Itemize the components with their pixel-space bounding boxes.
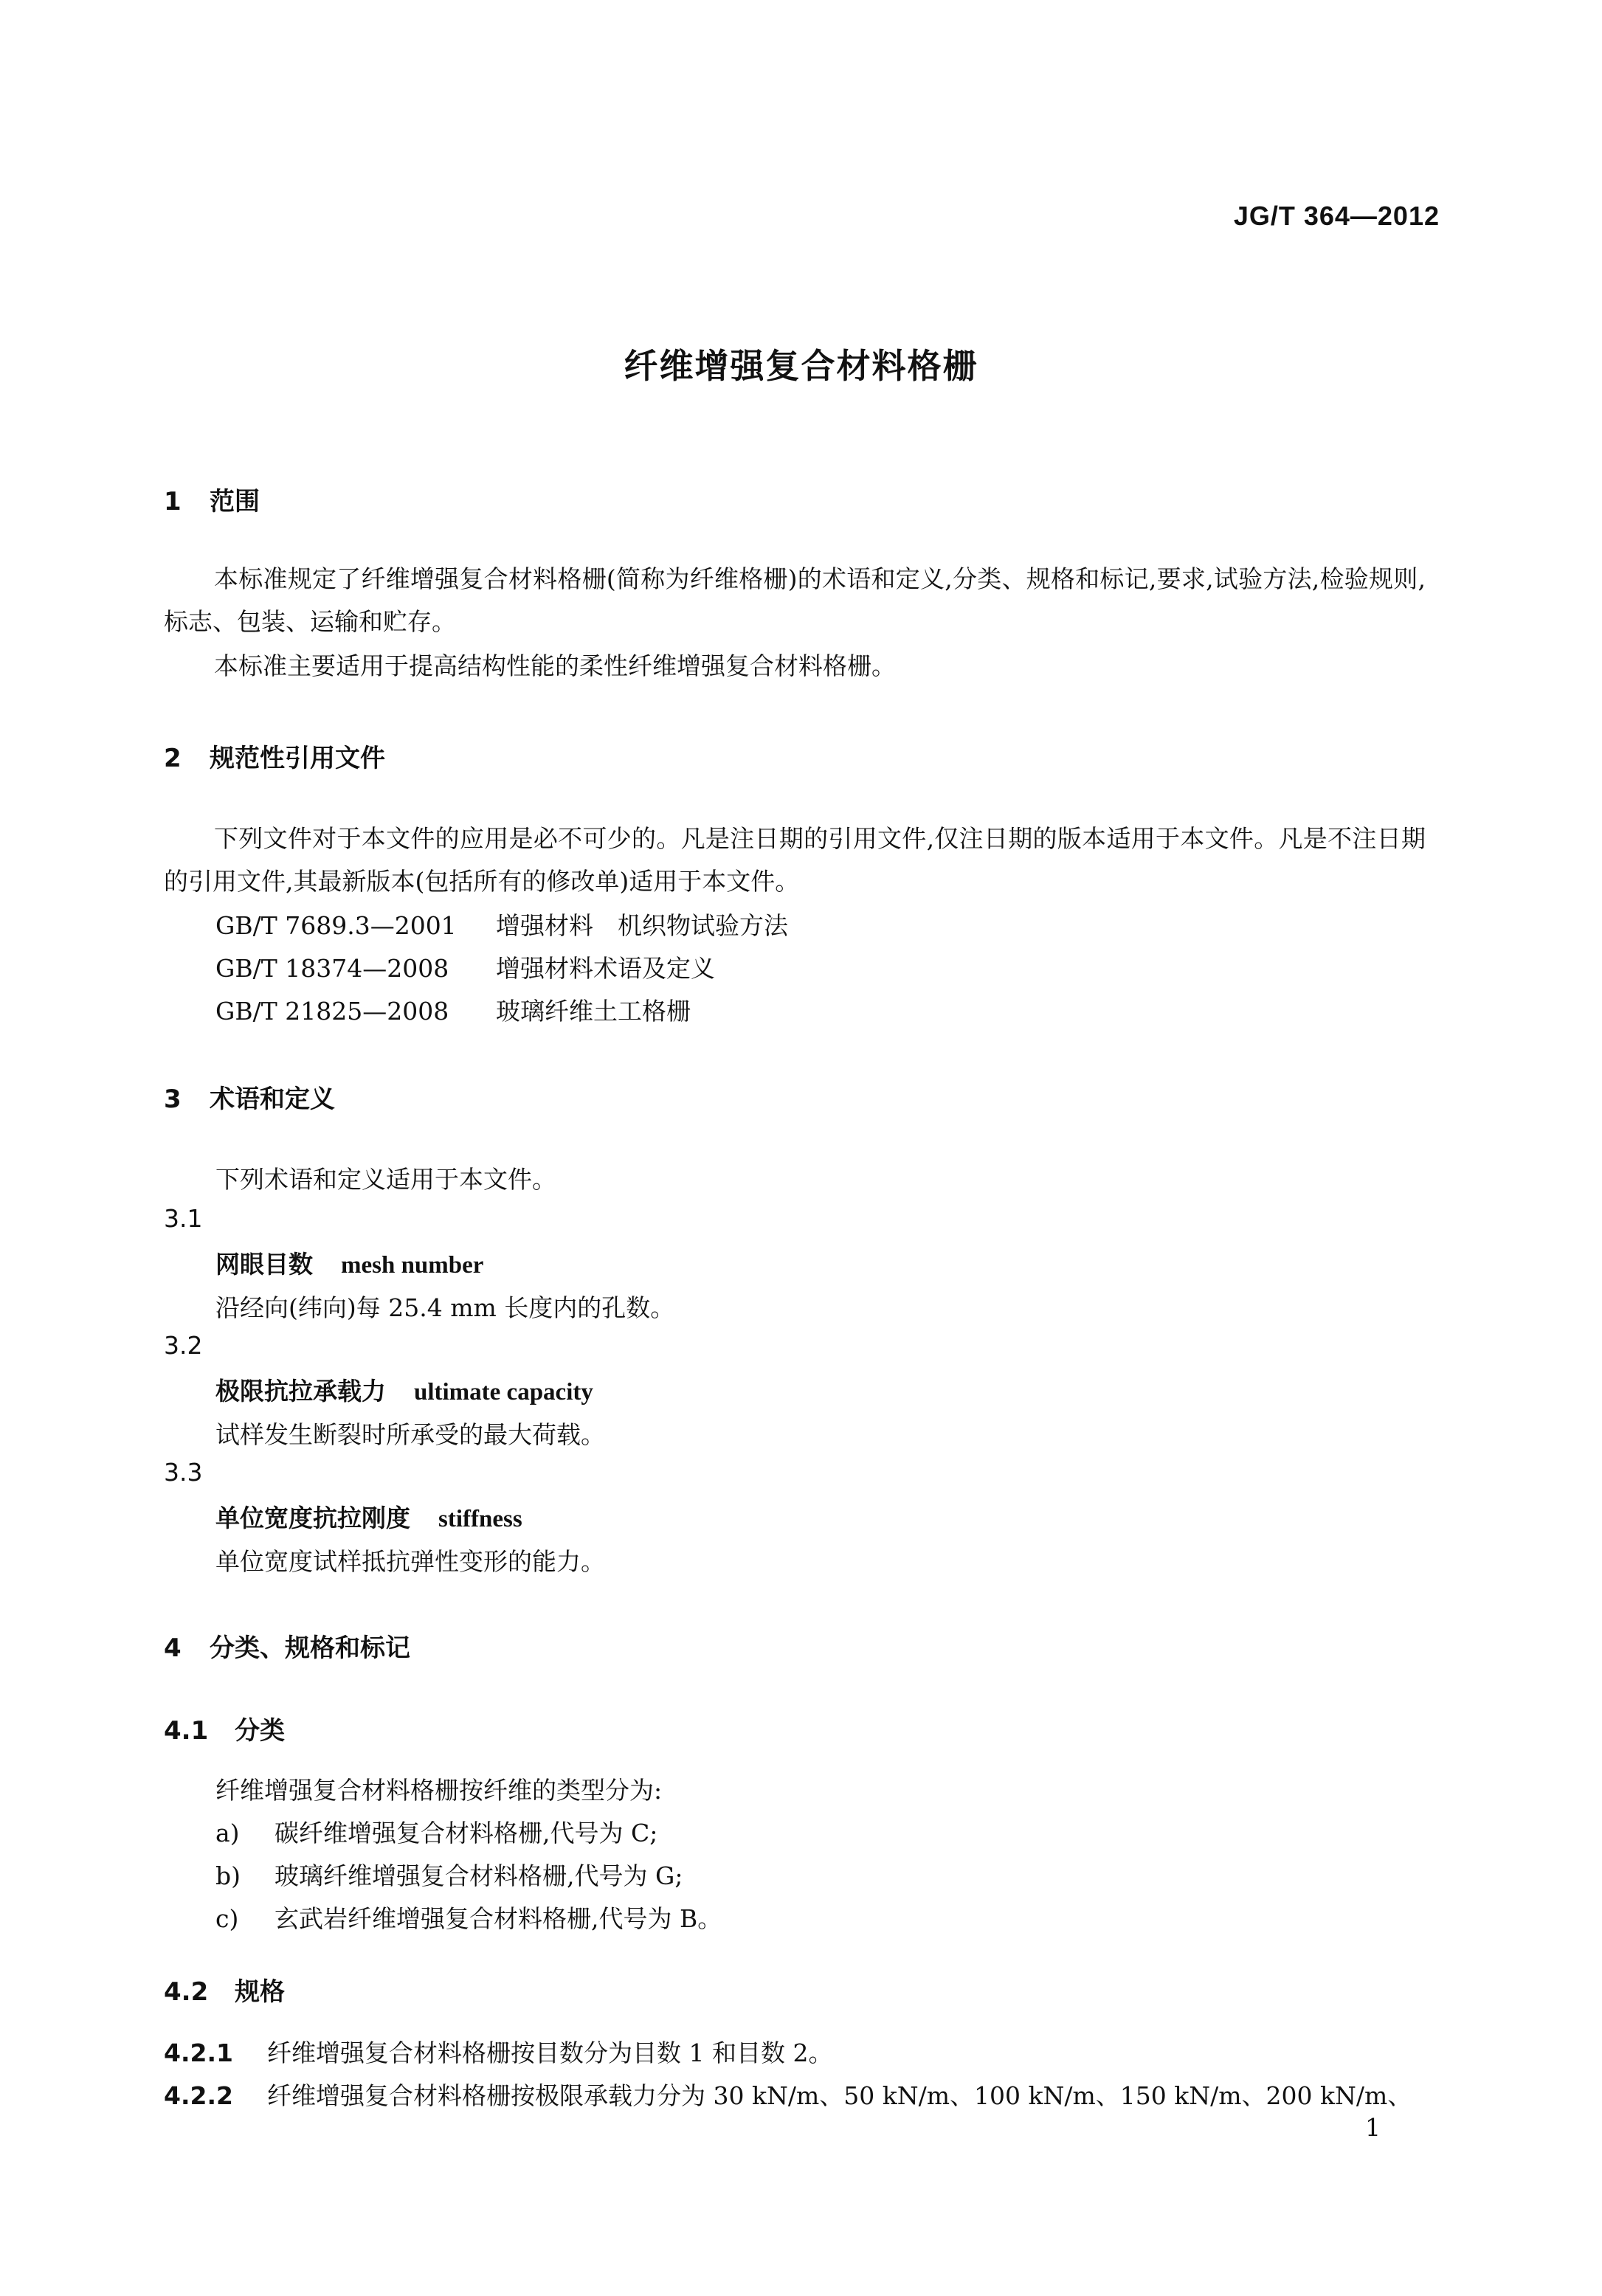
page-title: 纤维增强复合材料格栅 [624, 346, 978, 386]
section-4-heading [164, 1628, 410, 1664]
term-en: mesh number [341, 1252, 484, 1279]
list-item [215, 1898, 722, 1940]
section-3-heading [164, 1079, 335, 1115]
term-en: ultimate capacity [414, 1379, 593, 1405]
list-marker: c) [215, 1904, 239, 1933]
section-title: 分类、规格和标记 [210, 1633, 410, 1663]
term-number: 3.3 [164, 1458, 203, 1487]
clause-number: 4.2.2 [164, 2081, 233, 2110]
reference-item [215, 905, 788, 947]
reference-item [215, 990, 691, 1033]
standard-code: JG/T 364—2012 [1233, 201, 1440, 231]
list-item [215, 1812, 657, 1855]
clause-text: 纤维增强复合材料格栅按极限承载力分为 30 kN/m、50 kN/m、100 kN/m、150 kN/m、200 kN/m、 [267, 2081, 1412, 2110]
section-2-paragraph: 下列文件对于本文件的应用是必不可少的。凡是注日期的引用文件,仅注日期的版本适用于本文件。凡是不注日期的引用文件,其最新版本(包括所有的修改单)适用于本文件。 [164, 824, 1426, 896]
page-number: 1 [1365, 2113, 1381, 2142]
subsection-title: 分类 [235, 1716, 285, 1746]
section-title: 术语和定义 [210, 1085, 335, 1114]
subsection-number: 4.1 [164, 1716, 209, 1746]
term-heading [215, 1499, 522, 1534]
section-title: 规范性引用文件 [210, 744, 385, 773]
clause-text: 纤维增强复合材料格栅按目数分为目数 1 和目数 2。 [267, 2039, 833, 2067]
reference-code: GB/T 18374—2008 [215, 954, 449, 983]
term-zh: 网眼目数 [215, 1250, 313, 1279]
term-number: 3.2 [164, 1331, 203, 1360]
section-2-heading [164, 738, 385, 774]
subsection-4-2-heading [164, 1971, 285, 2008]
reference-title: 增强材料 机织物试验方法 [496, 911, 788, 940]
section-number: 1 [164, 487, 182, 516]
term-number: 3.1 [164, 1204, 203, 1233]
term-definition: 沿经向(纬向)每 25.4 mm 长度内的孔数。 [215, 1293, 675, 1322]
clause-4-2-2 [164, 2075, 1412, 2117]
list-marker: b) [215, 1861, 241, 1890]
term-heading [215, 1245, 483, 1280]
term-en: stiffness [438, 1506, 522, 1532]
reference-code: GB/T 21825—2008 [215, 997, 449, 1026]
subsection-4-1-intro: 纤维增强复合材料格栅按纤维的类型分为: [215, 1776, 663, 1805]
reference-item [215, 947, 715, 990]
subsection-title: 规格 [235, 1977, 285, 2007]
list-item [215, 1855, 683, 1898]
section-number: 3 [164, 1085, 182, 1114]
section-3-intro: 下列术语和定义适用于本文件。 [215, 1165, 556, 1194]
section-number: 4 [164, 1633, 182, 1663]
list-marker: a) [215, 1819, 240, 1847]
reference-title: 增强材料术语及定义 [496, 954, 715, 983]
clause-4-2-1 [164, 2032, 832, 2075]
term-heading [215, 1372, 593, 1407]
section-1-paragraph-1: 本标准规定了纤维增强复合材料格栅(简称为纤维格栅)的术语和定义,分类、规格和标记,要求,试验方法,检验规则,标志、包装、运输和贮存。 [164, 564, 1426, 636]
list-text: 玻璃纤维增强复合材料格栅,代号为 G; [275, 1861, 683, 1890]
section-number: 2 [164, 744, 182, 773]
section-1-paragraph-2: 本标准主要适用于提高结构性能的柔性纤维增强复合材料格栅。 [214, 651, 896, 680]
list-text: 玄武岩纤维增强复合材料格栅,代号为 B。 [275, 1904, 722, 1933]
term-zh: 极限抗拉承载力 [215, 1377, 386, 1405]
term-definition: 试样发生断裂时所承受的最大荷载。 [215, 1420, 605, 1449]
term-definition: 单位宽度试样抵抗弹性变形的能力。 [215, 1547, 605, 1576]
section-title: 范围 [210, 487, 260, 516]
reference-code: GB/T 7689.3—2001 [215, 911, 457, 940]
clause-number: 4.2.1 [164, 2039, 233, 2067]
term-zh: 单位宽度抗拉刚度 [215, 1504, 410, 1532]
subsection-4-1-heading [164, 1710, 285, 1746]
section-1-heading [164, 481, 260, 517]
reference-title: 玻璃纤维土工格栅 [496, 997, 691, 1026]
subsection-number: 4.2 [164, 1977, 209, 2007]
list-text: 碳纤维增强复合材料格栅,代号为 C; [275, 1819, 658, 1847]
